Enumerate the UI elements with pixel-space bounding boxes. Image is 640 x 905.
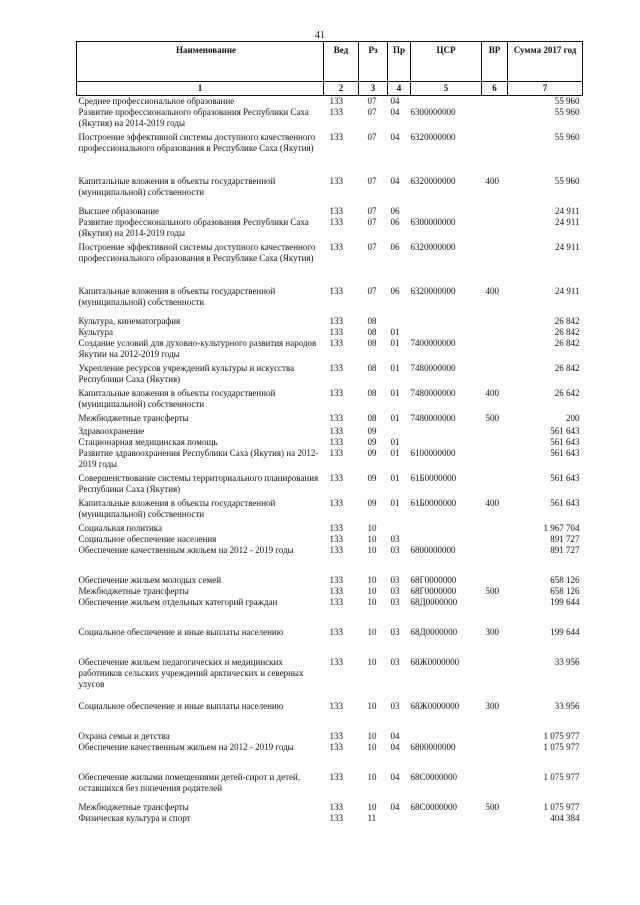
row-csr: 7480000000 [410,388,456,398]
column-number: 5 [411,82,482,96]
row-name: Укрепление ресурсов учреждений культуры и искусства Республики Саха (Якутия) [78,363,295,384]
row-csr [411,523,482,534]
row-name: Социальное обеспечение населения [78,534,217,544]
row-name: Обеспечение жилыми помещениями детей-сирот и детей, оставшихся без попечения родителей [78,772,301,793]
row-ved: 133 [329,363,343,373]
row-rz: 10 [367,534,377,544]
row-vr: 500 [485,802,499,812]
header-sum: Сумма 2017 год [508,42,583,82]
row-pr: 01 [390,473,400,483]
row-csr: 6320000000 [410,132,456,142]
row-ved: 133 [329,575,343,585]
row-name: Социальная политика [78,523,162,533]
row-name: Капитальные вложения в объекты государственной (муниципальной) собственности [78,388,276,409]
row-name: Построение эффективной системы доступного качественного профессионального образования в Республике Саха (Якутия) [78,132,316,153]
row-vr [482,316,508,327]
row-rz: 10 [367,627,377,637]
row-ved: 133 [329,586,343,596]
header-pr: Пр [388,42,411,82]
row-rz: 08 [367,363,377,373]
row-pr: 01 [390,437,400,447]
row-csr: 61Б0000000 [410,498,457,508]
table-row [77,217,583,242]
column-number: 6 [482,82,508,96]
row-pr: 01 [390,363,400,373]
row-vr [482,132,508,176]
row-name: Обеспечение жильем молодых семей [78,575,222,585]
row-sum: 33 956 [554,701,580,711]
row-csr: 68Ж0000000 [410,701,460,711]
table-body [77,96,583,825]
row-sum: 561 643 [550,473,580,483]
page-number: 41 [315,30,325,41]
row-pr [388,523,411,534]
table-row [77,657,583,701]
row-vr: 400 [485,286,499,296]
row-pr [388,316,411,327]
row-rz: 07 [367,132,377,142]
row-pr: 04 [390,772,400,782]
row-csr: 68Д0000000 [410,627,458,637]
row-vr [482,107,508,132]
row-rz: 08 [367,338,377,348]
row-csr: 6320000000 [410,286,456,296]
row-ved: 133 [329,338,343,348]
row-rz: 09 [367,473,377,483]
row-csr: 7480000000 [410,413,456,423]
table-row [77,413,583,426]
row-pr: 03 [390,597,400,607]
table-row [77,498,583,523]
row-sum: 199 644 [550,627,580,637]
row-vr: 500 [485,413,499,423]
row-sum: 26 842 [554,316,580,326]
row-pr: 01 [390,388,400,398]
row-rz: 10 [367,657,377,667]
row-vr [482,534,508,545]
row-rz: 10 [367,597,377,607]
row-csr: 6800000000 [410,742,456,752]
row-vr [482,813,508,824]
row-csr [411,534,482,545]
row-sum: 1 075 977 [543,731,580,741]
row-vr: 400 [485,388,499,398]
row-vr [482,96,508,108]
table-row [77,363,583,388]
row-csr [411,437,482,448]
row-ved: 133 [329,597,343,607]
row-csr: 6300000000 [410,217,456,227]
row-vr: 400 [485,176,499,186]
row-sum: 658 126 [550,586,580,596]
table-row [77,242,583,286]
row-name: Обеспечение жильем отдельных категорий граждан [78,597,278,607]
row-sum: 561 643 [550,437,580,447]
row-rz: 09 [367,498,377,508]
row-csr: 6320000000 [410,176,456,186]
table-row [77,327,583,338]
row-sum: 24 911 [555,242,580,252]
row-sum: 1 075 977 [543,772,580,782]
row-sum: 561 643 [550,448,580,458]
row-name: Культура [78,327,113,337]
row-pr: 04 [390,107,400,117]
header-csr: ЦСР [411,42,482,82]
row-pr: 01 [390,413,400,423]
row-pr: 06 [390,206,400,216]
row-sum: 26 842 [554,327,580,337]
row-vr [482,523,508,534]
row-pr: 01 [390,338,400,348]
row-csr: 68Г0000000 [410,586,457,596]
row-sum: 55 960 [554,96,580,106]
row-pr [388,813,411,824]
column-number: 7 [508,82,583,96]
row-name: Капитальные вложения в объекты государственной (муниципальной) собственности [78,498,276,519]
row-sum: 658 126 [550,575,580,585]
row-vr [482,217,508,242]
row-sum: 199 644 [550,597,580,607]
row-ved: 133 [329,132,343,142]
row-name: Здравоохранение [78,426,145,436]
row-vr [482,545,508,575]
column-number: 2 [324,82,359,96]
row-name: Капитальные вложения в объекты государственной (муниципальной) собственности [78,176,276,197]
table-row [77,388,583,413]
row-sum: 24 911 [555,286,580,296]
row-pr: 03 [390,575,400,585]
row-sum: 26 842 [554,338,580,348]
row-name: Обеспечение жильем педагогических и медицинских работников сельских учреждений арктических и северных улусов [78,657,304,689]
row-name: Социальное обеспечение и иные выплаты населению [78,701,284,711]
row-sum: 561 643 [550,426,580,436]
row-sum: 1 075 977 [543,802,580,812]
row-vr: 300 [485,701,499,711]
row-csr [411,813,482,824]
row-sum: 1 075 977 [543,742,580,752]
row-ved: 133 [329,627,343,637]
row-csr [411,206,482,217]
row-csr: 68С0000000 [410,802,458,812]
row-sum: 24 911 [555,206,580,216]
row-ved: 133 [329,534,343,544]
row-rz: 11 [367,813,377,823]
row-ved: 133 [329,206,343,216]
table-row [77,338,583,363]
row-pr: 04 [390,731,400,741]
row-pr: 01 [390,498,400,508]
table-row [77,107,583,132]
row-name: Культура, кинематография [78,316,181,326]
row-pr: 04 [390,802,400,812]
row-csr: 6800000000 [410,545,456,555]
row-ved: 133 [329,217,343,227]
row-pr: 06 [390,286,400,296]
row-ved: 133 [329,802,343,812]
row-name: Развитие профессионального образования Республики Саха (Якутия) на 2014-2019 годы [78,217,309,238]
row-vr [482,338,508,363]
row-pr: 01 [390,327,400,337]
row-name: Развитие здравоохранения Республики Саха (Якутия) на 2012-2019 годы [78,448,319,469]
row-sum: 1 967 704 [543,523,580,533]
column-number: 1 [77,82,324,96]
row-pr: 03 [390,586,400,596]
row-vr [482,473,508,498]
row-vr [482,742,508,772]
table-row [77,132,583,176]
table-row [77,473,583,498]
row-sum: 55 960 [554,176,580,186]
row-ved: 133 [329,448,343,458]
row-pr: 01 [390,448,400,458]
row-rz: 08 [367,327,377,337]
header-vr: ВР [482,42,508,82]
budget-table [76,41,583,824]
row-pr: 04 [390,96,400,106]
row-ved: 133 [329,701,343,711]
row-ved: 133 [329,413,343,423]
row-ved: 133 [329,96,343,106]
row-sum: 404 384 [550,813,580,823]
row-rz: 08 [367,413,377,423]
row-name: Стационарная медицинская помощь [78,437,218,447]
row-sum: 200 [566,413,580,423]
table-row [77,545,583,575]
row-ved: 133 [329,657,343,667]
row-rz: 07 [367,217,377,227]
row-sum: 24 911 [555,217,580,227]
row-rz: 07 [367,206,377,216]
row-vr [482,363,508,388]
header-row [77,42,583,82]
row-csr: 61Б0000000 [410,473,457,483]
row-csr: 7480000000 [410,363,456,373]
row-sum: 26 842 [554,363,580,373]
table-row [77,448,583,473]
row-name: Охрана семьи и детства [78,731,170,741]
table-row [77,176,583,206]
row-csr: 6300000000 [410,107,456,117]
row-csr: 7400000000 [410,338,456,348]
table-row [77,206,583,217]
row-vr [482,426,508,437]
column-number: 4 [388,82,411,96]
row-name: Высшее образование [78,206,160,216]
row-rz: 09 [367,437,377,447]
header-name: Наименование [77,42,324,82]
row-pr: 04 [390,742,400,752]
row-rz: 09 [367,426,377,436]
row-csr: 6320000000 [410,242,456,252]
column-number-row [77,82,583,96]
row-rz: 07 [367,286,377,296]
row-vr [482,575,508,586]
table-row [77,813,583,824]
row-sum: 891 727 [550,534,580,544]
table-row [77,96,583,108]
row-ved: 133 [329,813,343,823]
row-csr: 68Д0000000 [410,597,458,607]
table-row [77,316,583,327]
row-pr: 04 [390,132,400,142]
row-vr [482,327,508,338]
header-ved: Вед [324,42,359,82]
row-vr: 300 [485,627,499,637]
row-pr: 06 [390,217,400,227]
row-ved: 133 [329,437,343,447]
table-row [77,534,583,545]
row-pr: 06 [390,242,400,252]
row-rz: 10 [367,772,377,782]
row-name: Создание условий для духовно-культурного развития народов Якутии на 2012-2019 годы [78,338,317,359]
row-ved: 133 [329,316,343,326]
row-pr: 03 [390,534,400,544]
row-sum: 33 956 [554,657,580,667]
row-rz: 10 [367,701,377,711]
row-ved: 133 [329,388,343,398]
row-name: Капитальные вложения в объекты государственной (муниципальной) собственности [78,286,276,307]
row-ved: 133 [329,286,343,296]
row-rz: 07 [367,107,377,117]
row-sum: 891 727 [550,545,580,555]
row-sum: 561 643 [550,498,580,508]
row-csr [411,731,482,742]
row-rz: 07 [367,96,377,106]
row-pr: 04 [390,176,400,186]
row-vr: 400 [485,498,499,508]
row-sum: 55 960 [554,132,580,142]
row-vr [482,772,508,802]
row-ved: 133 [329,426,343,436]
row-name: Среднее профессиональное образование [78,96,235,106]
row-pr: 03 [390,627,400,637]
row-name: Социальное обеспечение и иные выплаты населению [78,627,284,637]
row-csr: 68Г0000000 [410,575,457,585]
row-ved: 133 [329,772,343,782]
header-rz: Рз [359,42,388,82]
row-rz: 07 [367,176,377,186]
row-name: Межбюджетные трансферты [78,802,189,812]
table-row [77,742,583,772]
row-ved: 133 [329,176,343,186]
row-name: Развитие профессионального образования Республики Саха (Якутия) на 2014-2019 годы [78,107,309,128]
table-row [77,731,583,742]
row-rz: 10 [367,731,377,741]
row-vr [482,657,508,701]
row-rz: 10 [367,802,377,812]
row-name: Совершенствование системы территориального планирования Республики Саха (Якутия) [78,473,319,494]
row-ved: 133 [329,545,343,555]
row-vr [482,597,508,627]
row-csr [411,316,482,327]
row-csr: 68С0000000 [410,772,458,782]
row-sum: 26 642 [554,388,580,398]
table-row [77,597,583,627]
row-name: Обеспечение качественным жильем на 2012 - 2019 годы [78,545,294,555]
row-pr: 03 [390,657,400,667]
row-sum: 55 960 [554,107,580,117]
column-number: 3 [359,82,388,96]
table-row [77,575,583,586]
row-csr [411,426,482,437]
row-rz: 10 [367,742,377,752]
row-csr [411,96,482,108]
row-rz: 09 [367,448,377,458]
row-pr: 03 [390,545,400,555]
row-rz: 10 [367,545,377,555]
row-rz: 10 [367,523,377,533]
table-row [77,586,583,597]
row-ved: 133 [329,742,343,752]
row-vr [482,731,508,742]
table-row [77,701,583,731]
row-name: Построение эффективной системы доступного качественного профессионального образования в Республике Саха (Якутия) [78,242,316,263]
row-ved: 133 [329,473,343,483]
row-ved: 133 [329,242,343,252]
row-rz: 10 [367,575,377,585]
table-row [77,772,583,802]
row-ved: 133 [329,327,343,337]
row-name: Межбюджетные трансферты [78,413,189,423]
row-pr: 03 [390,701,400,711]
row-vr [482,448,508,473]
row-vr [482,437,508,448]
row-csr [411,327,482,338]
row-csr: 68Ж0000000 [410,657,460,667]
row-name: Межбюджетные трансферты [78,586,189,596]
row-rz: 08 [367,388,377,398]
row-name: Обеспечение качественным жильем на 2012 - 2019 годы [78,742,294,752]
row-rz: 08 [367,316,377,326]
row-rz: 10 [367,586,377,596]
row-ved: 133 [329,523,343,533]
row-pr [388,426,411,437]
table-row [77,426,583,437]
row-ved: 133 [329,731,343,741]
table-row [77,523,583,534]
table-row [77,437,583,448]
row-ved: 133 [329,498,343,508]
row-vr [482,242,508,286]
table-row [77,802,583,813]
row-ved: 133 [329,107,343,117]
table-row [77,627,583,657]
table-row [77,286,583,316]
row-rz: 07 [367,242,377,252]
row-csr: 6100000000 [410,448,456,458]
row-vr [482,206,508,217]
row-name: Физическая культура и спорт [78,813,191,823]
row-vr: 500 [485,586,499,596]
